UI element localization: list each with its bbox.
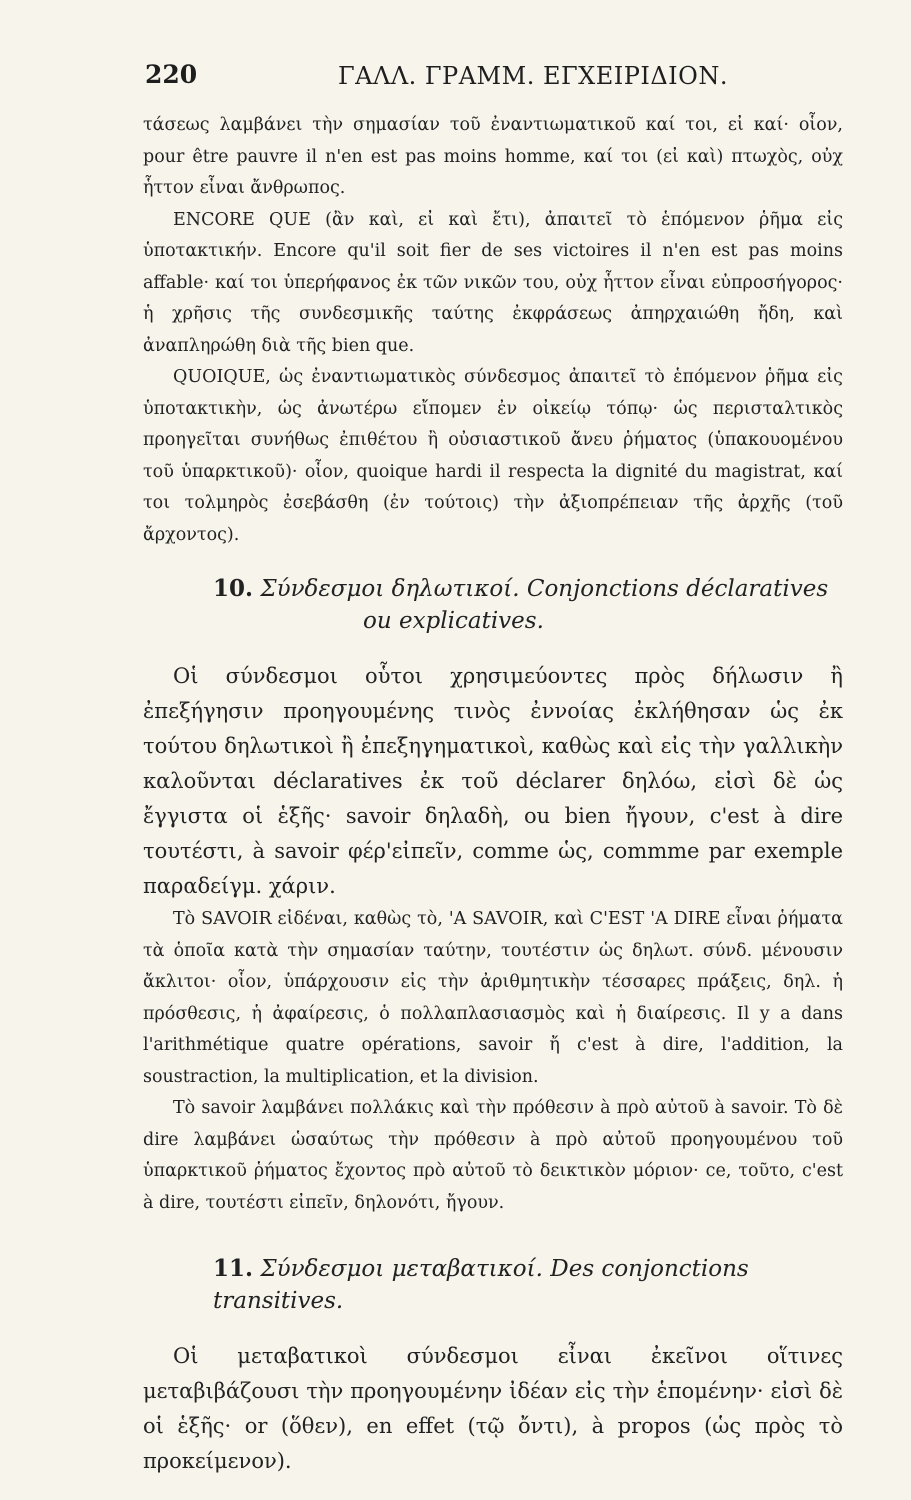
section-number: 10.	[213, 575, 254, 602]
paragraph-a-savoir: Τὸ savoir λαμβάνει πολλάκις καὶ τὴν πρόθεσιν à πρὸ αὐτοῦ à savoir. Τὸ δὲ dire λαμβάνει ὡσαύτως τὴν πρόθεσιν à πρὸ αὐτοῦ προηγουμένου τοῦ ὑπαρκτικοῦ ῥήματος ἔχοντος πρὸ αὐτοῦ τὸ δεικτικὸν μόριον· ce, τοῦτο, c'est à dire, τουτέστι εἰπεῖν, δηλονότι, ἤγουν.	[143, 1098, 843, 1213]
paragraph-transitives: Οἱ μεταβατικοὶ σύνδεσμοι εἶναι ἐκεῖνοι οἵτινες μεταβιβάζουσι τὴν προηγουμένην ἰδέαν εἰς τὴν ἑπομένην· εἰσὶ δὲ οἱ ἑξῆς· or (ὅθεν), en effet (τῷ ὄντι), à propos (ὡς πρὸς τὸ προκείμενον).	[143, 1344, 843, 1473]
body-text	[143, 110, 843, 1479]
section-greek-title: Σύνδεσμοι μεταβατικοί.	[260, 1256, 543, 1282]
section-french-title: Des conjonctions transitives.	[213, 1256, 749, 1314]
section-heading-10	[143, 573, 843, 637]
paragraph-declaratives: Οἱ σύνδεσμοι οὗτοι χρησιμεύοντες πρὸς δήλωσιν ἢ ἐπεξήγησιν προηγουμένης τινὸς ἐννοίας ἐκλήθησαν ὡς ἐκ τούτου δηλωτικοὶ ἢ ἐπεξηγηματικοὶ, καθὼς καὶ εἰς τὴν γαλλικὴν καλοῦνται déclaratives ἐκ τοῦ déclarer δηλόω, εἰσὶ δὲ ὡς ἔγγιστα οἱ ἑξῆς· savoir δηλαδὴ, ou bien ἤγουν, c'est à dire τουτέστι, à savoir φέρ'εἰπεῖν, comme ὡς, commme par exemple παραδείγμ. χάριν.	[143, 664, 843, 898]
section-french-title: Conjonctions déclaratives	[526, 576, 829, 602]
paragraph-encore-que: ENCORE QUE (ἂν καὶ, εἰ καὶ ἔτι), ἀπαιτεῖ τὸ ἑπόμενον ῥῆμα εἰς ὑποτακτικήν. Encore qu'il soit fier de ses victoires il n'en est pas moins affable· καί τοι ὑπερήφανος ἐκ τῶν νικῶν του, οὐχ ἧττον εἶναι εὐπροσήγορος· ἡ χρῆσις τῆς συνδεσμικῆς ταύτης ἐκφράσεως ἀπηρχαιώθη ἤδη, καὶ ἀναπληρώθη διὰ τῆς bien que.	[143, 209, 843, 356]
paragraph-quoique: QUOIQUE, ὡς ἐναντιωματικὸς σύνδεσμος ἀπαιτεῖ τὸ ἑπόμενον ῥῆμα εἰς ὑποτακτικὴν, ὡς ἀνωτέρω εἴπομεν ἐν οἰκείῳ τόπῳ· ὡς περισταλτικὸς προηγεῖται συνήθως ἐπιθέτου ἢ οὐσιαστικοῦ ἄνευ ῥήματος (ὑπακουομένου τοῦ ὑπαρκτικοῦ)· οἷον, quoique hardi il respecta la dignité du magistrat, καί τοι τολμηρὸς ἐσεβάσθη (ἐν τούτοις) τὴν ἀξιοπρέπειαν τῆς ἀρχῆς (τοῦ ἄρχοντος).	[143, 367, 843, 545]
section-french-title-continued: ou explicatives.	[363, 608, 544, 634]
section-heading-11	[143, 1253, 843, 1317]
paragraph-savoir: Τὸ SAVOIR εἰδέναι, καθὼς τὸ, 'A SAVOIR, καὶ C'EST 'A DIRE εἶναι ῥήματα τὰ ὁποῖα κατὰ τὴν σημασίαν ταύτην, τουτέστιν ὡς δηλωτ. σύνδ. μένουσιν ἄκλιτοι· οἷον, ὑπάρχουσιν εἰς τὴν ἀριθμητικὴν τέσσαρες πράξεις, δηλ. ἡ πρόσθεσις, ἡ ἀφαίρεσις, ὁ πολλαπλασιασμὸς καὶ ἡ διαίρεσις. Il y a dans l'arithmétique quatre opérations, savoir ἤ c'est à dire, l'addition, la soustraction, la multiplication, et la division.	[143, 909, 843, 1087]
running-head	[143, 60, 841, 104]
section-greek-title: Σύνδεσμοι δηλωτικοί.	[260, 576, 520, 602]
paragraph-continuation: τάσεως λαμβάνει τὴν σημασίαν τοῦ ἐναντιωματικοῦ καί τοι, εἰ καί· οἷον, pour être pauvre il n'en est pas moins homme, καί τοι (εἰ καὶ) πτωχὸς, οὐχ ἧττον εἶναι ἄνθρωπος.	[143, 115, 843, 198]
page-number: 220	[145, 60, 198, 89]
running-title: ΓΑΛΛ. ΓΡΑΜΜ. ΕΓΧΕΙΡΙΔΙΟΝ.	[338, 62, 728, 90]
section-number: 11.	[213, 1255, 254, 1282]
